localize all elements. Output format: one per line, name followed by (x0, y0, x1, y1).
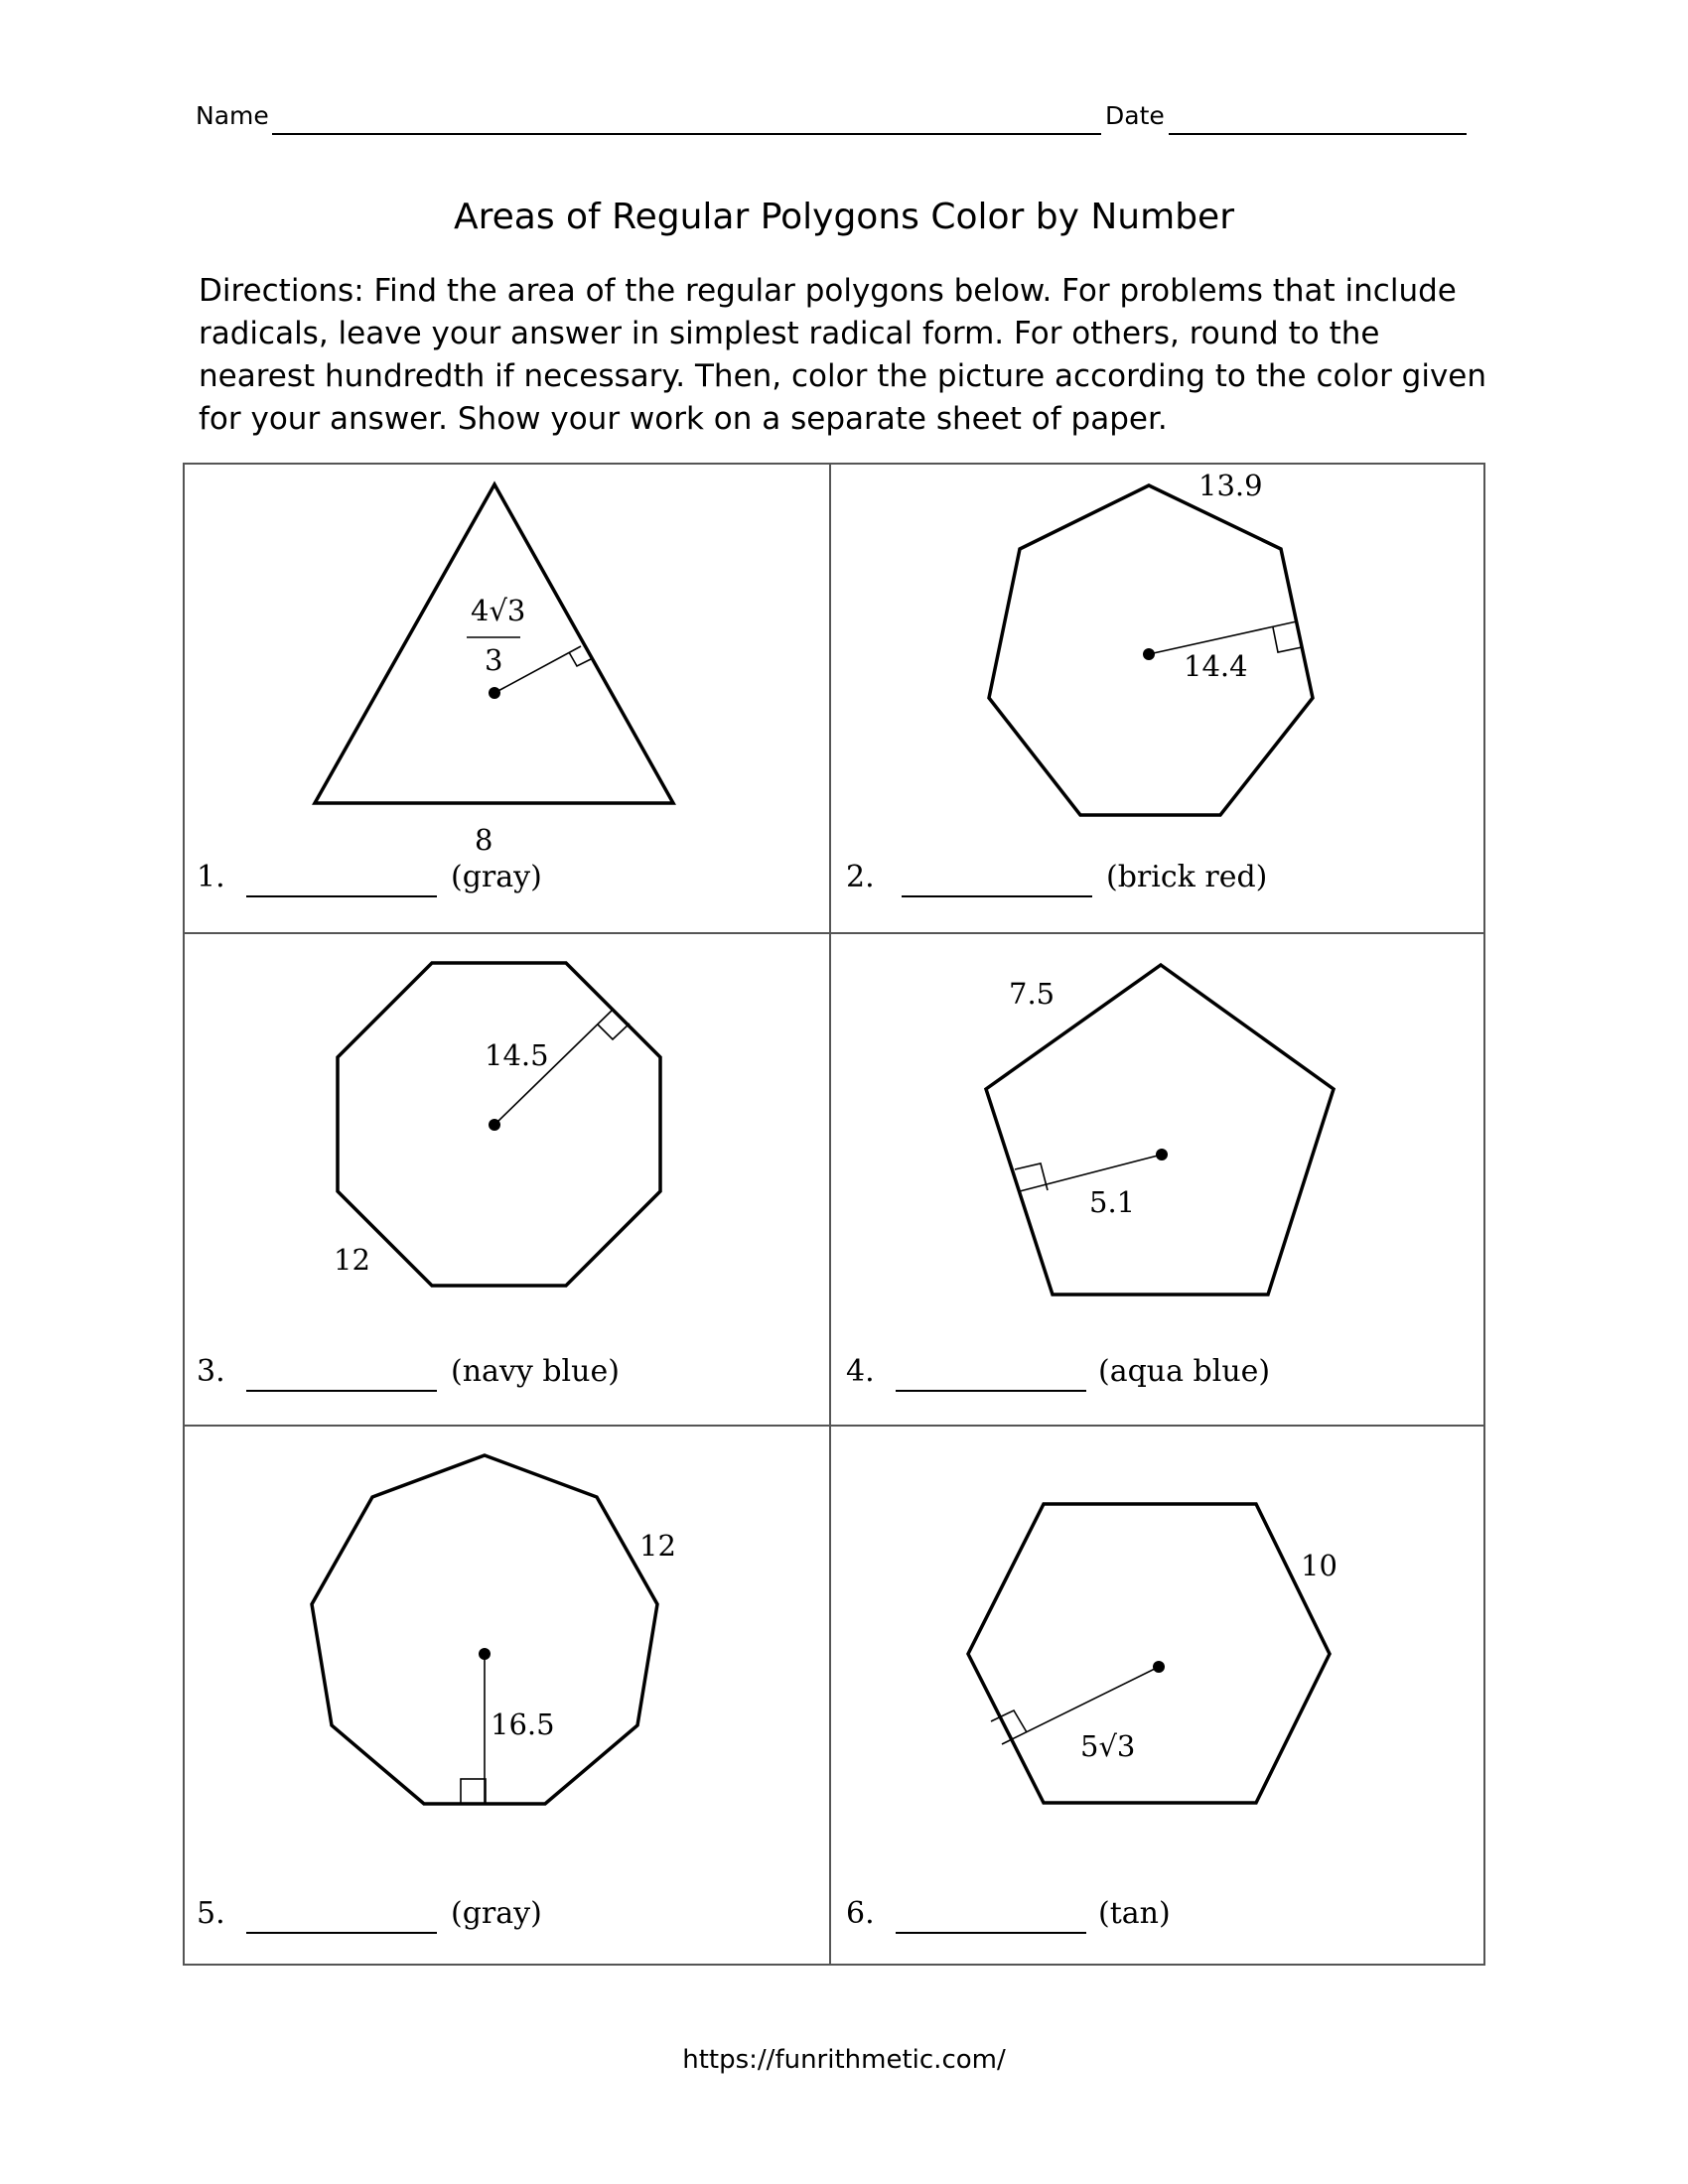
answer-blank-6[interactable] (896, 1932, 1086, 1934)
pentagon-figure (986, 965, 1334, 1295)
apothem-numerator-1: 4√3 (471, 594, 526, 627)
apothem-label-3: 14.5 (485, 1038, 549, 1072)
apothem-denominator-1: 3 (485, 643, 503, 677)
color-label-5: (gray) (451, 1896, 542, 1931)
answer-blank-4[interactable] (896, 1390, 1086, 1392)
directions-text: Find the area of the regular polygons below. For problems that include radicals, leave your answer in simplest radical form. For others, round to the nearest hundredth if necessary. Then, color the picture according to the color given for your answer. Show your work on a separate sheet of paper. (199, 273, 1487, 437)
color-label-3: (navy blue) (451, 1354, 620, 1389)
problem-number: 4. (846, 1354, 875, 1389)
side-label-4: 7.5 (1009, 977, 1055, 1011)
date-field[interactable] (1169, 133, 1467, 135)
problem-grid (183, 463, 1485, 1966)
side-label-3: 12 (334, 1243, 370, 1277)
side-label-5: 12 (639, 1529, 676, 1563)
directions (199, 270, 1489, 441)
answer-blank-2[interactable] (902, 895, 1092, 897)
problem-number: 2. (846, 860, 875, 894)
name-label: Name (196, 101, 269, 130)
color-label-4: (aqua blue) (1098, 1354, 1271, 1389)
side-label-1: 8 (475, 823, 493, 857)
page-title: Areas of Regular Polygons Color by Number (453, 197, 1234, 237)
color-label-6: (tan) (1098, 1896, 1171, 1931)
color-label-1: (gray) (451, 860, 542, 894)
side-label-2: 13.9 (1198, 469, 1263, 502)
footer-url: https://funrithmetic.com/ (682, 2045, 1006, 2075)
apothem-label-2: 14.4 (1184, 649, 1248, 683)
apothem-label-5: 16.5 (491, 1707, 555, 1741)
directions-label: Directions: (199, 273, 364, 309)
problem-number: 3. (197, 1354, 225, 1389)
nonagon-figure (312, 1455, 657, 1804)
side-label-6: 10 (1301, 1549, 1337, 1582)
name-date-line (196, 101, 1475, 141)
problem-number: 1. (197, 860, 225, 894)
date-label: Date (1105, 101, 1165, 130)
octagon-figure (338, 963, 660, 1286)
problem-number: 6. (846, 1896, 875, 1931)
color-label-2: (brick red) (1106, 860, 1268, 894)
name-field[interactable] (272, 133, 1101, 135)
problem-number: 5. (197, 1896, 225, 1931)
apothem-label-6: 5√3 (1080, 1729, 1136, 1763)
apothem-label-4: 5.1 (1089, 1185, 1136, 1219)
figures (183, 463, 1485, 1966)
answer-blank-5[interactable] (246, 1932, 437, 1934)
answer-blank-3[interactable] (246, 1390, 437, 1392)
answer-blank-1[interactable] (246, 895, 437, 897)
heptagon-figure (989, 485, 1313, 815)
hexagon-figure (968, 1504, 1330, 1803)
